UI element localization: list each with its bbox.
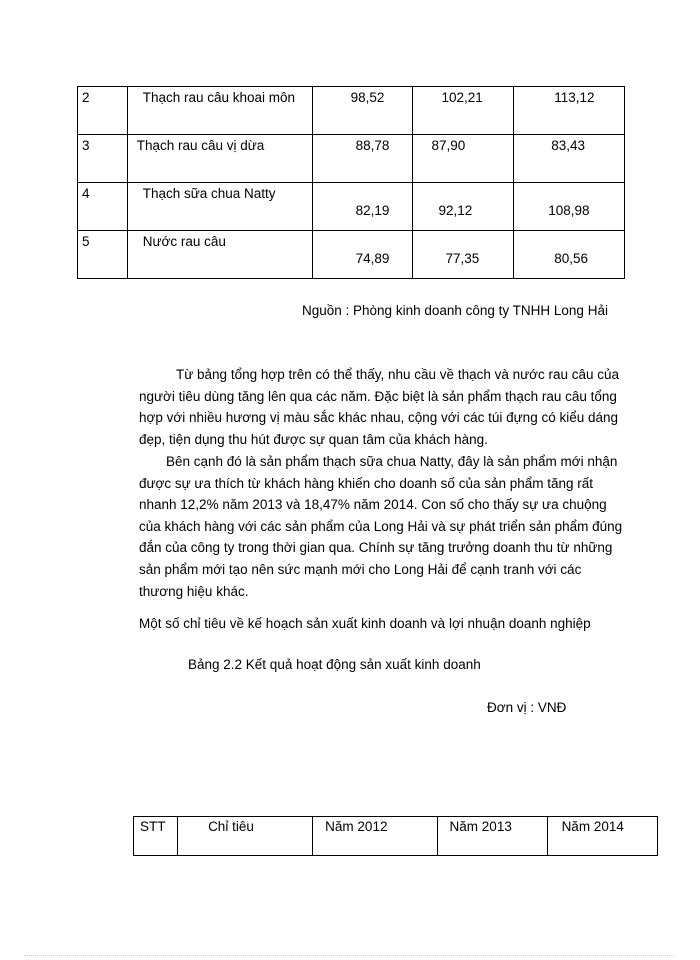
value-2014-cell: 108,98 xyxy=(514,183,625,231)
stt-cell: 5 xyxy=(78,231,128,279)
table-caption: Bảng 2.2 Kết quả hoạt động sản xuất kinh doanh xyxy=(188,657,481,672)
value-2012-cell: 98,52 xyxy=(312,87,413,135)
business-results-table xyxy=(133,816,658,856)
stt-cell: 4 xyxy=(78,183,128,231)
value-2013-cell: 92,12 xyxy=(413,183,514,231)
table-row xyxy=(78,183,625,231)
header-2013: Năm 2013 xyxy=(437,817,547,856)
product-name-cell: Nước rau câu xyxy=(127,231,312,279)
value-2013-cell: 87,90 xyxy=(413,135,514,183)
table-header-row xyxy=(134,817,658,856)
table-row xyxy=(78,87,625,135)
header-2012: Năm 2012 xyxy=(313,817,437,856)
paragraph-1: Từ bảng tổng hợp trên có thể thấy, nhu cầu về thạch và nước rau câu của người tiêu dùng tăng lên qua các năm. Đặc biệt là sản phẩm thạch rau câu tổng hợp với nhiều hương vị màu sắc khác nhau, cộng với các túi đựng có kiểu dáng đẹp, tiện dụng thu hút được sự quan tâm của khách hàng. xyxy=(139,367,620,447)
value-2014-cell: 113,12 xyxy=(514,87,625,135)
table-row xyxy=(78,135,625,183)
page-bottom-rule xyxy=(24,955,674,956)
source-note: Nguồn : Phòng kinh doanh công ty TNHH Long Hải xyxy=(302,303,608,318)
table-row xyxy=(78,231,625,279)
product-name-cell: Thạch sữa chua Natty xyxy=(127,183,312,231)
value-2013-cell: 102,21 xyxy=(413,87,514,135)
value-2014-cell: 80,56 xyxy=(514,231,625,279)
product-name-cell: Thạch rau câu khoai môn xyxy=(127,87,312,135)
unit-label: Đơn vị : VNĐ xyxy=(487,700,567,715)
intro-line: Một số chỉ tiêu về kế hoạch sản xuất kinh doanh và lợi nhuận doanh nghiệp xyxy=(139,616,591,631)
stt-cell: 2 xyxy=(78,87,128,135)
value-2012-cell: 82,19 xyxy=(312,183,413,231)
header-stt: STT xyxy=(134,817,178,856)
header-indicator: Chỉ tiêu xyxy=(178,817,313,856)
value-2014-cell: 83,43 xyxy=(514,135,625,183)
paragraph-2: Bên cạnh đó là sản phẩm thạch sữa chua Natty, đây là sản phẩm mới nhận được sự ưa thích từ khách hàng khiến cho doanh số của sản phẩm tăng rất nhanh 12,2% năm 2013 và 18,47% năm 2014. Con số cho thấy sự ưa chuộng của khách hàng với các sản phẩm của Long Hải và sự phát triển sản phẩm đúng đắn của công ty trong thời gian qua. Chính sự tăng trưởng doanh thu từ những sản phẩm mới tạo nên sức mạnh mới cho Long Hải để cạnh tranh với các thương hiệu khác. xyxy=(139,454,623,599)
product-name-cell: Thạch rau câu vị dừa xyxy=(127,135,312,183)
product-revenue-table xyxy=(77,86,625,279)
header-2014: Năm 2014 xyxy=(547,817,657,856)
stt-cell: 3 xyxy=(78,135,128,183)
value-2012-cell: 74,89 xyxy=(312,231,413,279)
value-2012-cell: 88,78 xyxy=(312,135,413,183)
value-2013-cell: 77,35 xyxy=(413,231,514,279)
